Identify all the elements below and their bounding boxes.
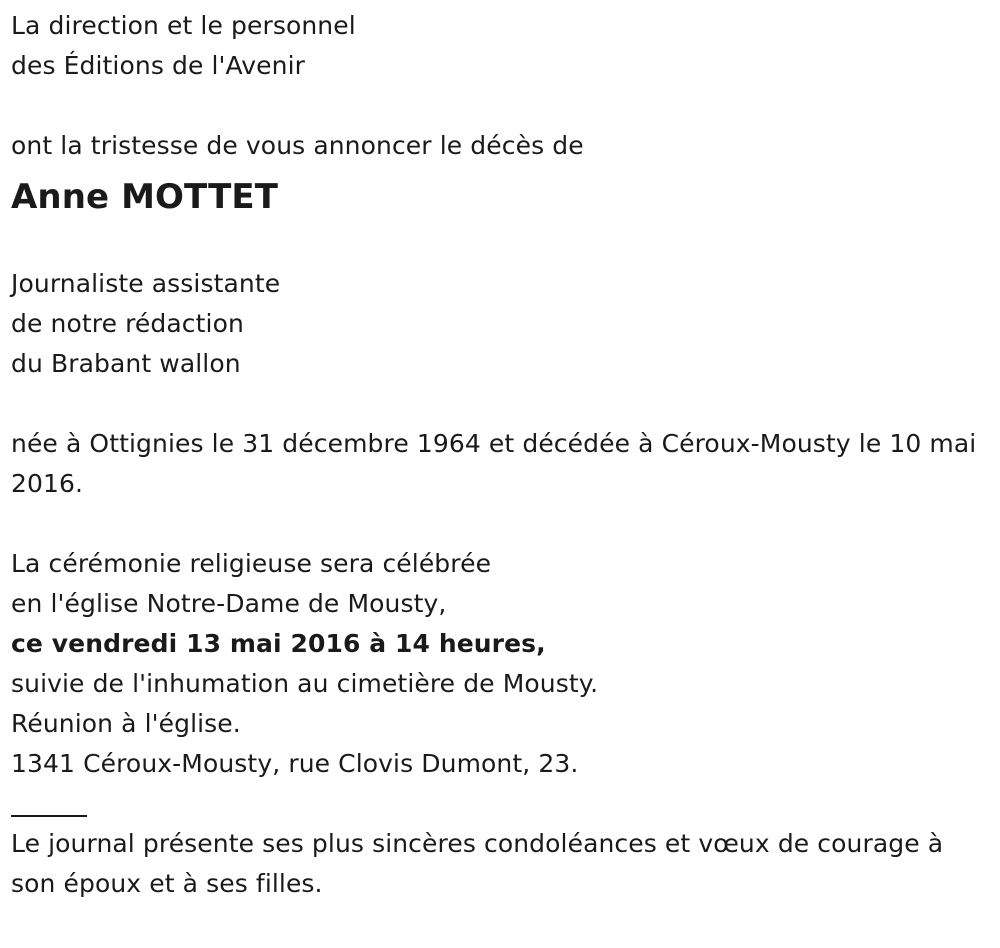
role-line-2: de notre rédaction bbox=[11, 309, 244, 338]
condolences-text: Le journal présente ses plus sincères condoléances et vœux de courage à son époux et à ses filles. bbox=[11, 829, 944, 898]
obituary-notice bbox=[11, 6, 986, 904]
meeting-text: Réunion à l'église. bbox=[11, 709, 241, 738]
ceremony-line-3: suivie de l'inhumation au cimetière de Mousty. bbox=[11, 669, 599, 698]
separator-rule bbox=[11, 784, 986, 824]
announcement-text: ont la tristesse de vous annoncer le décès de bbox=[11, 131, 584, 160]
role-line-1: Journaliste assistante bbox=[11, 269, 281, 298]
spacer bbox=[11, 86, 986, 126]
ceremony-line-1: La cérémonie religieuse sera célébrée bbox=[11, 549, 492, 578]
intro-line-1: La direction et le personnel bbox=[11, 11, 356, 40]
spacer bbox=[11, 224, 986, 264]
deceased-name: Anne MOTTET bbox=[11, 177, 279, 217]
address-text: 1341 Céroux-Mousty, rue Clovis Dumont, 23. bbox=[11, 749, 579, 778]
birth-death-text: née à Ottignies le 31 décembre 1964 et décédée à Céroux-Mousty le 10 mai 2016. bbox=[11, 429, 977, 498]
spacer bbox=[11, 384, 986, 424]
ceremony-date: ce vendredi 13 mai 2016 à 14 heures, bbox=[11, 629, 546, 658]
spacer bbox=[11, 504, 986, 544]
intro-line-2: des Éditions de l'Avenir bbox=[11, 51, 305, 80]
ceremony-line-2: en l'église Notre-Dame de Mousty, bbox=[11, 589, 447, 618]
role-line-3: du Brabant wallon bbox=[11, 349, 241, 378]
